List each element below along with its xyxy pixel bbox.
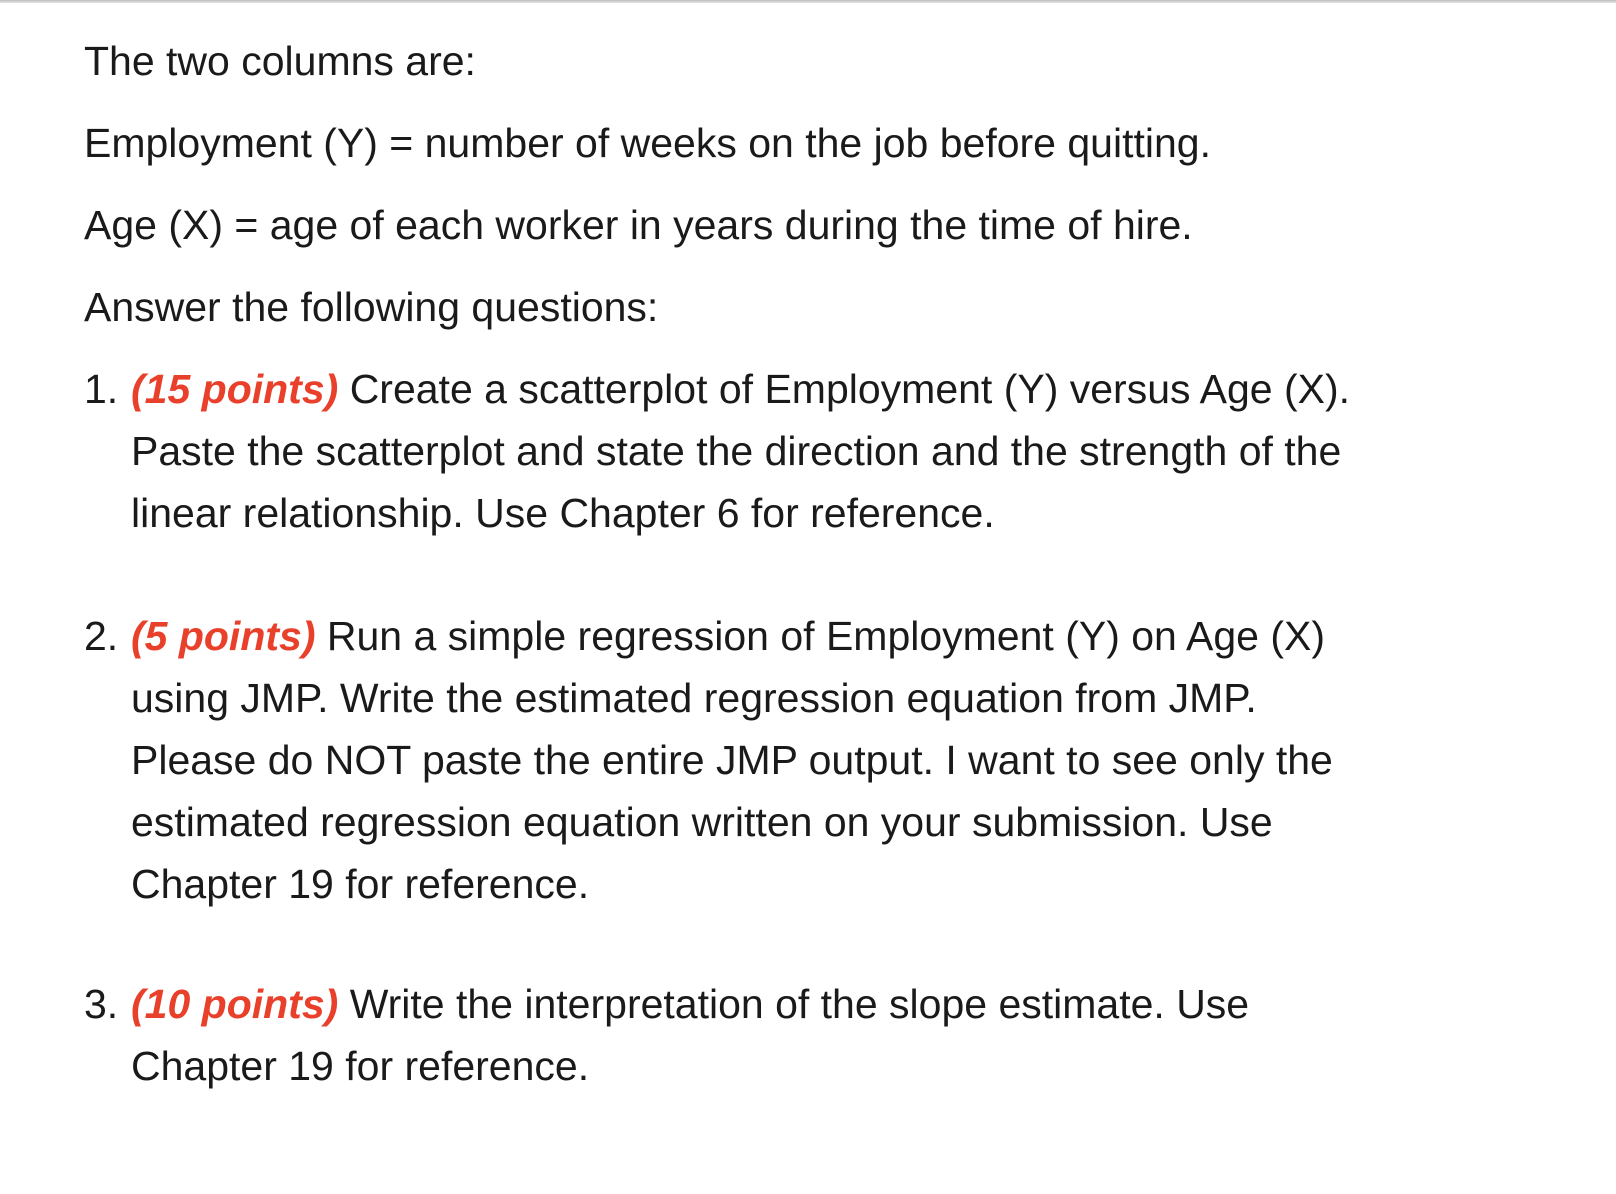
question-2-line-4: estimated regression equation written on your submission. Use <box>131 799 1273 845</box>
question-3 <box>84 973 1584 1097</box>
intro-answer-heading: Answer the following questions: <box>84 284 659 330</box>
question-2-body <box>131 605 1584 915</box>
question-1 <box>84 358 1584 605</box>
question-2-line-3: Please do NOT paste the entire JMP output. I want to see only the <box>131 737 1333 783</box>
intro-columns-heading: The two columns are: <box>84 38 476 84</box>
question-1-line-2: Paste the scatterplot and state the direction and the strength of the <box>131 428 1342 474</box>
question-1-number: 1. <box>84 366 119 412</box>
question-1-body <box>131 358 1584 544</box>
question-2-line-5: Chapter 19 for reference. <box>131 861 590 907</box>
question-1-line-1 <box>131 358 1584 420</box>
question-2 <box>84 605 1584 973</box>
question-3-text-1: Write the interpretation of the slope estimate. Use <box>338 981 1250 1027</box>
question-3-line-1 <box>131 973 1584 1035</box>
question-3-number: 3. <box>84 981 119 1027</box>
document-body <box>84 30 1584 1097</box>
question-2-number: 2. <box>84 613 119 659</box>
question-2-line-1 <box>131 605 1584 667</box>
question-1-text-1: Create a scatterplot of Employment (Y) versus Age (X). <box>338 366 1351 412</box>
question-3-line-2: Chapter 19 for reference. <box>131 1043 590 1089</box>
question-2-line-2: using JMP. Write the estimated regression equation from JMP. <box>131 675 1257 721</box>
question-1-points: (15 points) <box>131 366 339 412</box>
question-3-body <box>131 973 1584 1097</box>
intro-employment-definition: Employment (Y) = number of weeks on the job before quitting. <box>84 120 1211 166</box>
question-3-points: (10 points) <box>131 981 339 1027</box>
question-2-text-1: Run a simple regression of Employment (Y) on Age (X) <box>315 613 1325 659</box>
question-2-points: (5 points) <box>131 613 316 659</box>
top-divider <box>0 0 1616 3</box>
question-1-line-3: linear relationship. Use Chapter 6 for reference. <box>131 490 995 536</box>
intro-age-definition: Age (X) = age of each worker in years during the time of hire. <box>84 202 1193 248</box>
